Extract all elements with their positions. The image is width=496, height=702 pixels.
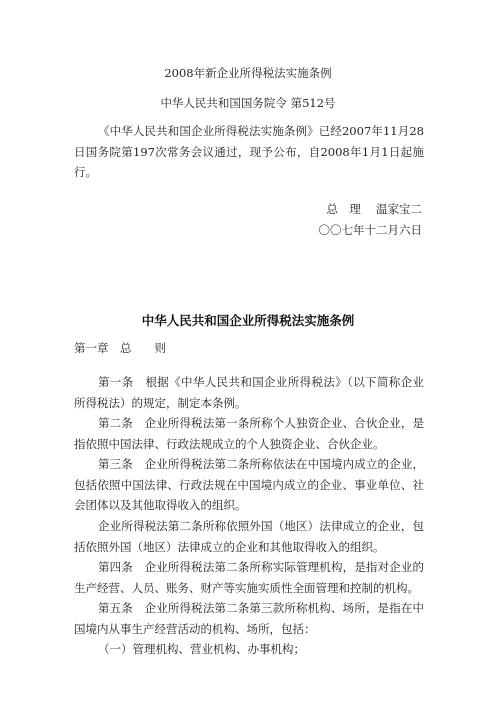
article-2: 第二条 企业所得税法第一条所称个人独资企业、合伙企业，是指依照中国法律、行政法规成立的个人独资企业、合伙企业。 xyxy=(74,416,424,451)
article-5-item-1: （一）管理机构、营业机构、办事机构； xyxy=(98,642,305,656)
article-1: 第一条 根据《中华人民共和国企业所得税法》（以下简称企业所得税法）的规定，制定本条例。 xyxy=(74,375,424,410)
regulation-title: 中华人民共和国企业所得税法实施条例 xyxy=(141,313,355,328)
article-3-paragraph-2: 企业所得税法第二条所称依照外国（地区）法律成立的企业，包括依照外国（地区）法律成立的企业和其他取得收入的组织。 xyxy=(74,519,424,554)
promulgation-text: 《中华人民共和国企业所得税法实施条例》已经2007年11月28日国务院第197次常务会议通过，现予公布，自2008年1月1日起施行。 xyxy=(74,124,424,179)
article-5: 第五条 企业所得税法第二条第三款所称机构、场所，是指在中国境内从事生产经营活动的机构、场所，包括： xyxy=(74,601,424,636)
decree-number: 中华人民共和国国务院令 第512号 xyxy=(160,96,336,110)
signer-line: 总 理 温家宝二 xyxy=(326,202,422,216)
document-title: 2008年新企业所得税法实施条例 xyxy=(164,66,332,80)
signing-date: 〇〇七年十二月六日 xyxy=(318,223,422,237)
article-3: 第三条 企业所得税法第二条所称依法在中国境内成立的企业，包括依照中国法律、行政法规在中国境内成立的企业、事业单位、社会团体以及其他取得收入的组织。 xyxy=(74,457,424,512)
article-4: 第四条 企业所得税法第二条所称实际管理机构，是指对企业的生产经营、人员、账务、财产等实施实质性全面管理和控制的机构。 xyxy=(74,560,424,595)
chapter-heading: 第一章 总 则 xyxy=(74,341,166,355)
